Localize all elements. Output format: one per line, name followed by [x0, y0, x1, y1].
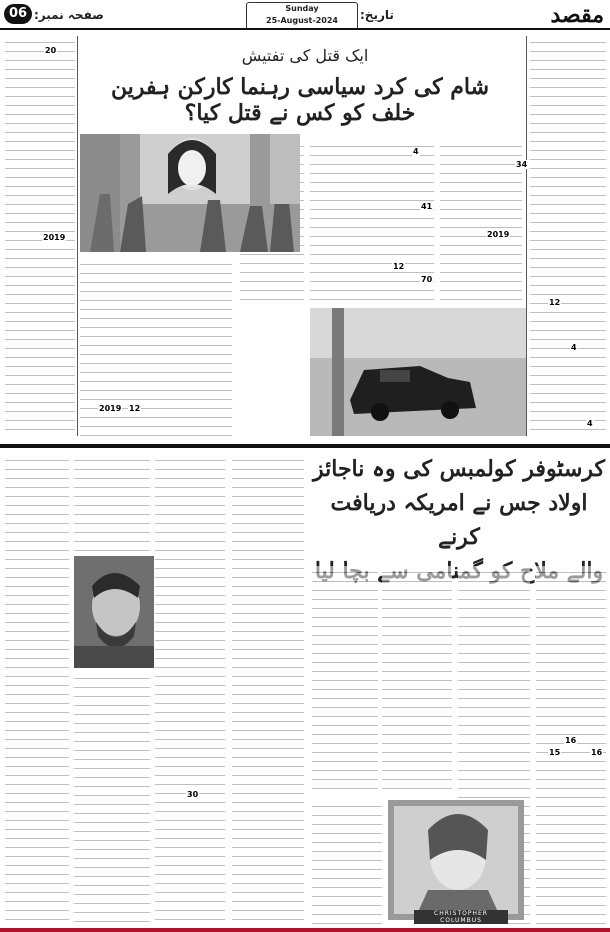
section-divider — [0, 444, 610, 448]
story1-car-photo — [310, 308, 526, 436]
story2-text-column — [5, 454, 69, 924]
story1-text-column — [310, 140, 434, 305]
story2-text-column — [312, 566, 378, 796]
page-number-badge: 06 — [4, 4, 32, 24]
footer-accent-bar — [0, 928, 610, 932]
inline-number: 4 — [571, 343, 577, 352]
story2-headline-line: اولاد جس نے امریکہ دریافت کرنے — [330, 490, 588, 550]
inline-number: 12 — [129, 404, 141, 413]
story2-portrait-painting — [74, 556, 154, 668]
story1-text-column — [530, 36, 606, 436]
inline-number: 30 — [187, 790, 199, 799]
date-text: 25-August-2024 — [266, 16, 338, 25]
column-rule — [526, 36, 527, 436]
inline-number: 4 — [413, 147, 419, 156]
inline-number: 2019 — [487, 230, 510, 239]
story1-kicker: ایک قتل کی تفتیش — [241, 46, 369, 65]
inline-number: 15 — [549, 748, 561, 757]
inline-number: 2019 — [99, 404, 122, 413]
story2-text-column — [232, 454, 304, 924]
date-label: تاریخ: — [360, 8, 394, 22]
inline-number: 20 — [45, 46, 57, 55]
header-rule — [0, 28, 610, 30]
story2-text-column — [155, 454, 225, 924]
day-text: Sunday — [285, 4, 319, 13]
inline-number: 12 — [393, 262, 405, 271]
inline-number: 70 — [421, 275, 433, 284]
story2-text-column — [74, 672, 150, 924]
inline-number: 12 — [549, 298, 561, 307]
inline-number: 2019 — [43, 233, 66, 242]
story2-text-column — [312, 800, 382, 924]
inline-number: 41 — [421, 202, 433, 211]
story2-stamp-image — [388, 800, 524, 920]
date-box — [246, 2, 358, 30]
story1-headline: شام کی کرد سیاسی رہنما کارکن ہفرین خلف کو کس نے قتل کیا؟ — [110, 74, 490, 126]
inline-number: 34 — [516, 160, 528, 169]
inline-number: 16 — [565, 736, 577, 745]
story1-protest-photo — [80, 134, 300, 252]
stamp-caption: CHRISTOPHER COLUMBUS — [414, 910, 508, 924]
story2-text-column — [536, 566, 606, 926]
story2-text-column — [382, 566, 452, 796]
inline-number: 16 — [591, 748, 603, 757]
page-label: صفحہ نمبر: — [34, 8, 104, 22]
column-rule — [77, 36, 78, 436]
story2-headline-line: کرسٹوفر کولمبس کی وہ ناجائز — [312, 456, 605, 482]
inline-number: 4 — [587, 419, 593, 428]
story2-text-column — [74, 454, 150, 554]
newspaper-brand: مقصد — [550, 2, 604, 28]
